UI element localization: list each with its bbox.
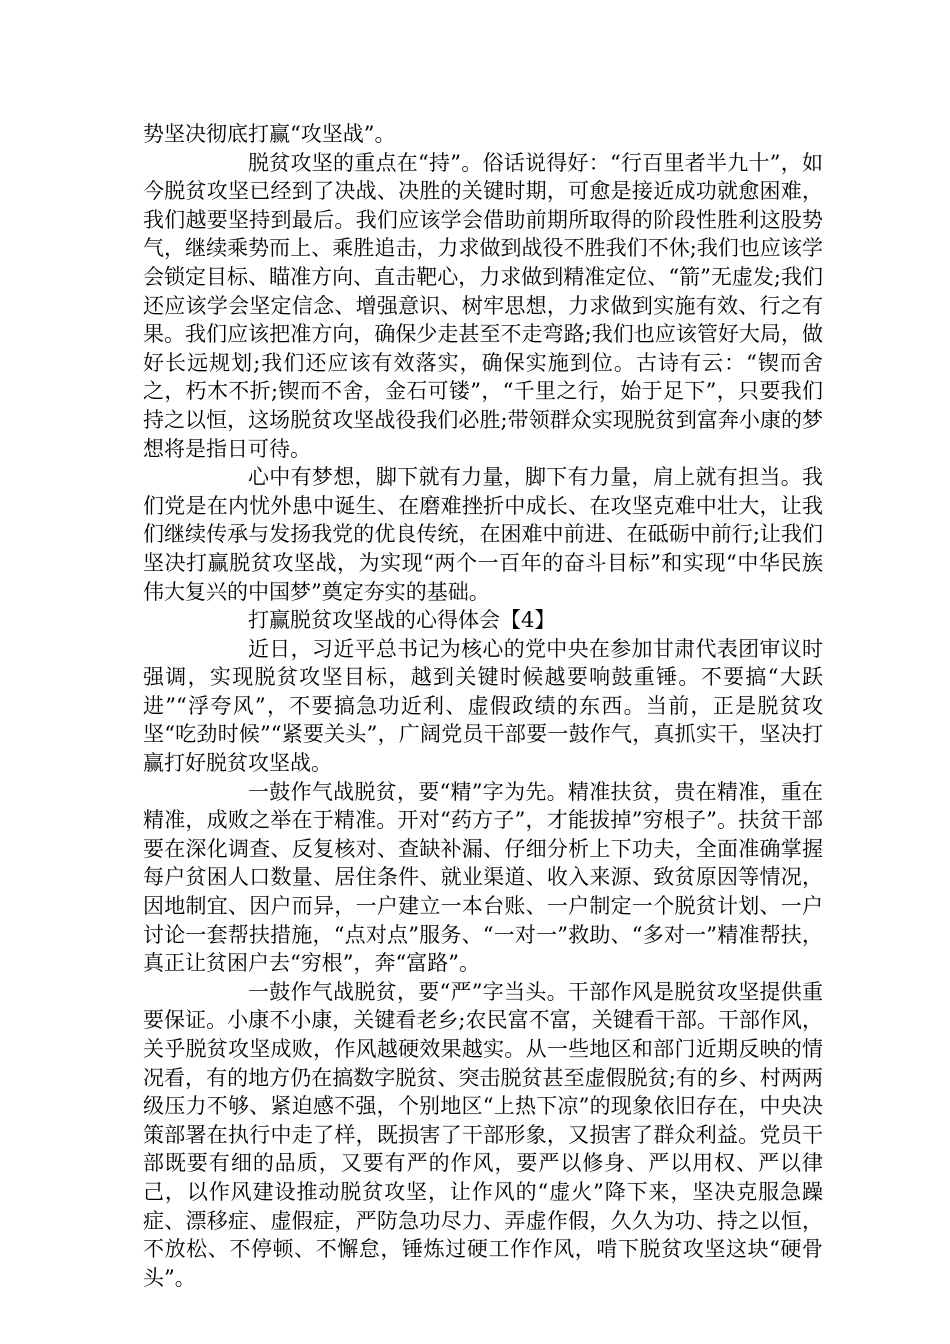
document-page (143, 120, 823, 1292)
paragraph-intro: 近日，习近平总书记为核心的党中央在参加甘肃代表团审议时强调，实现脱贫攻坚目标，越到关键时候越要响鼓重锤。不要搞“大跃进”“浮夸风”，不要搞急功近利、虚假政绩的东西。当前，正是脱贫攻坚“吃劲时候”“紧要关头”，广阔党员干部要一鼓作气，真抓实干，坚决打赢打好脱贫攻坚战。 (143, 636, 823, 776)
paragraph-precision: 一鼓作气战脱贫，要“精”字为先。精准扶贫，贵在精准，重在精准，成败之举在于精准。开对“药方子”，才能拔掉”穷根子”。扶贫干部要在深化调查、反复核对、查缺补漏、仔细分析上下功夫，全面准确掌握每户贫困人口数量、居住条件、就业渠道、收入来源、致贫原因等情况，因地制宜、因户而异，一户建立一本台账、一户制定一个脱贫计划、一户讨论一套帮扶措施，“点对点”服务、“一对一”救助、“多对一”精准帮扶，真正让贫困户去“穷根”，奔“富路”。 (143, 779, 823, 976)
section-heading: 打赢脱贫攻坚战的心得体会【4】 (248, 608, 556, 633)
paragraph-persistence: 脱贫攻坚的重点在“持”。俗话说得好：“行百里者半九十”，如今脱贫攻坚已经到了决战、决胜的关键时期，可愈是接近成功就愈困难，我们越要坚持到最后。我们应该学会借助前期所取得的阶段性胜利这股势气，继续乘势而上、乘胜追击，力求做到战役不胜我们不休;我们也应该学会锁定目标、瞄准方向、直击靶心，力求做到精准定位、“箭”无虚发;我们还应该学会坚定信念、增强意识、树牢思想，力求做到实施有效、行之有果。我们应该把准方向，确保少走甚至不走弯路;我们也应该管好大局，做好长远规划;我们还应该有效落实，确保实施到位。古诗有云：“锲而舍之，朽木不折;锲而不舍，金石可镂”，“千里之行，始于足下”，只要我们持之以恒，这场脱贫攻坚战役我们必胜;带领群众实现脱贫到富奔小康的梦想将是指日可待。 (143, 150, 823, 461)
paragraph-strictness: 一鼓作气战脱贫，要“严”字当头。干部作风是脱贫攻坚提供重要保证。小康不小康，关键看老乡;农民富不富，关键看干部。干部作风，关乎脱贫攻坚成败，作风越硬效果越实。从一些地区和部门近期反映的情况看，有的地方仍在搞数字脱贫、突击脱贫甚至虚假脱贫;有的乡、村两两级压力不够、紧迫感不强，个别地区“上热下凉”的现象依旧存在，中央决策部署在执行中走了样，既损害了干部形象，又损害了群众利益。党员干部既要有细的品质，又要有严的作风，要严以修身、严以用权、严以律己，以作风建设推动脱贫攻坚，让作风的“虚火”降下来，坚决克服急躁症、漂移症、虚假症，严防急功尽力、弄虚作假，久久为功、持之以恒，不放松、不停顿、不懈怠，锤炼过硬工作作风，啃下脱贫攻坚这块“硬骨头”。 (143, 979, 823, 1290)
paragraph-continuation: 势坚决彻底打赢“攻坚战”。 (143, 122, 396, 146)
paragraph-dream: 心中有梦想，脚下就有力量，脚下有力量，肩上就有担当。我们党是在内忧外患中诞生、在磨难挫折中成长、在攻坚克难中壮大，让我们继续传承与发扬我党的优良传统，在困难中前进、在砥砺中前行;让我们坚决打赢脱贫攻坚战，为实现“两个一百年的奋斗目标”和实现“中华民族伟大复兴的中国梦”奠定夯实的基础。 (143, 465, 823, 604)
